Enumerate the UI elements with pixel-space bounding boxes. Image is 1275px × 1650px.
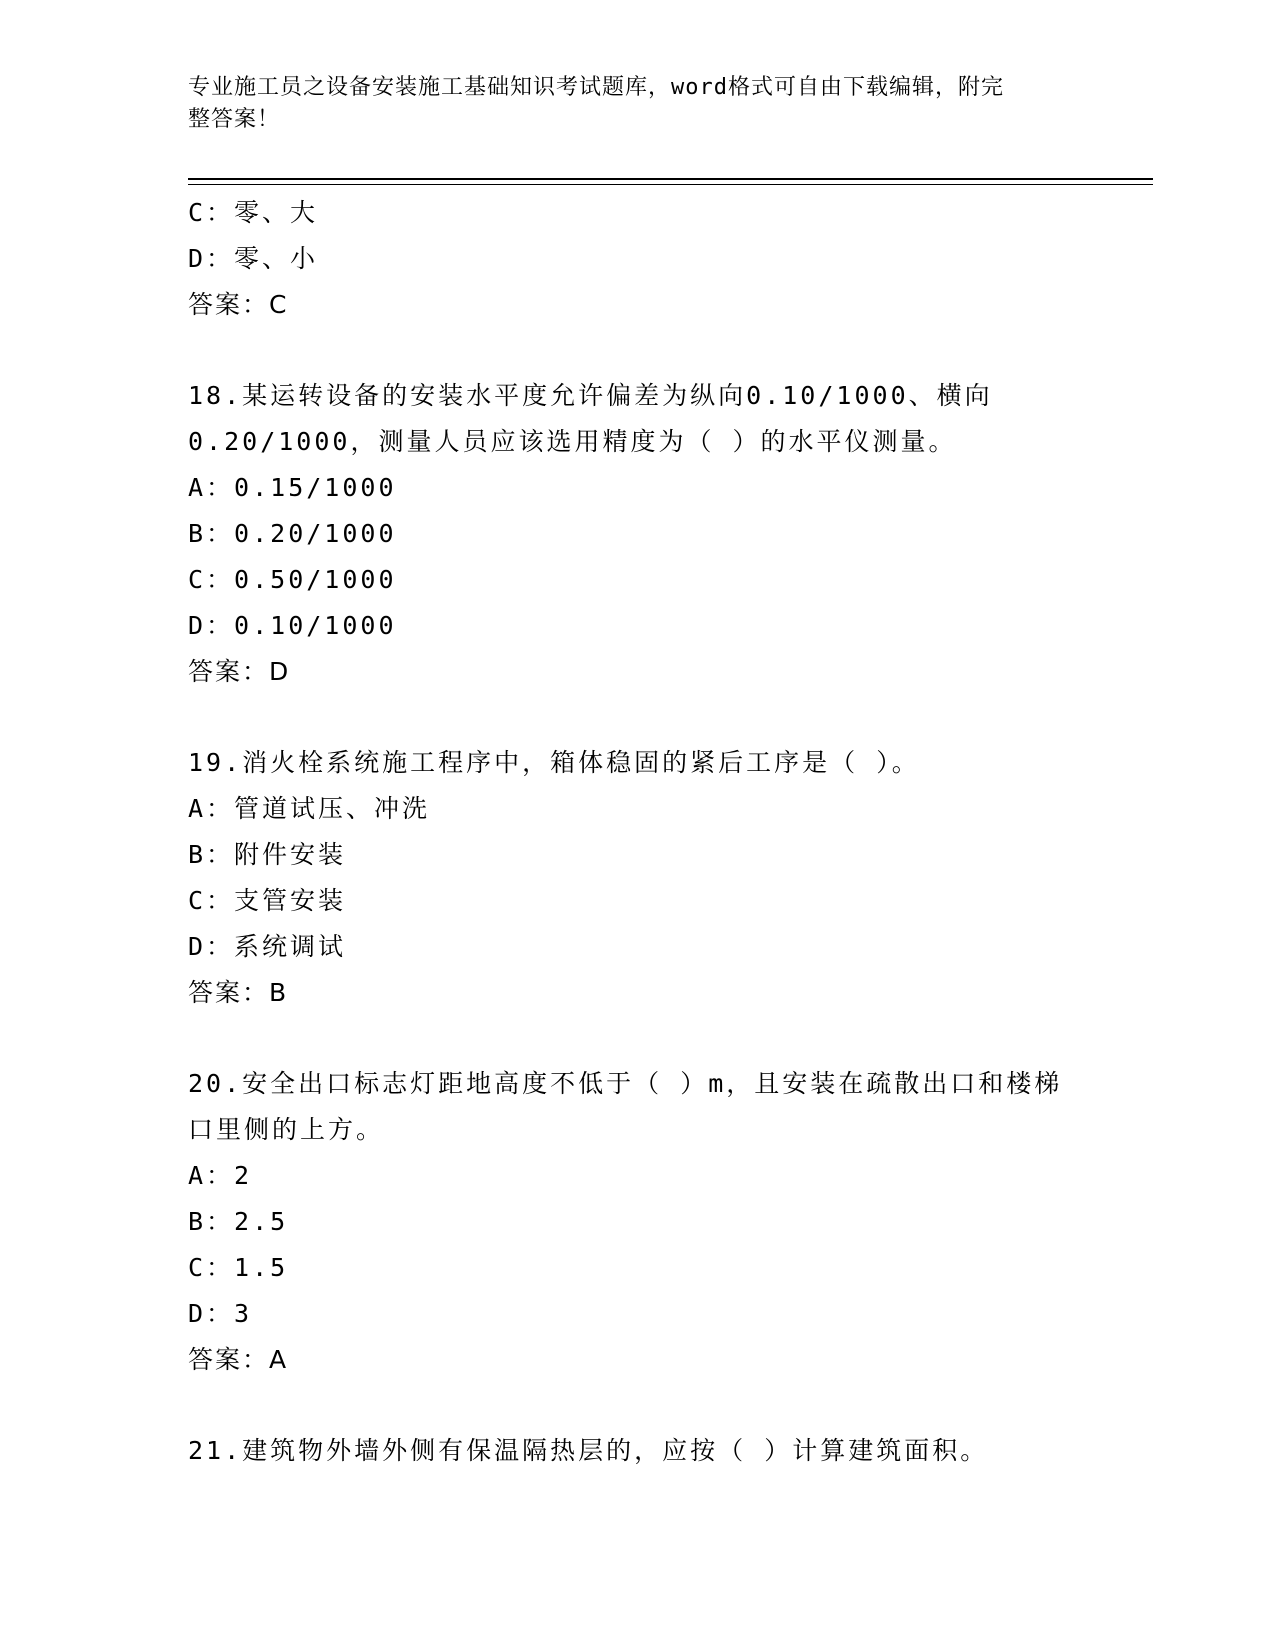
answer-line: 答案：C [188,290,289,319]
answer-line: 答案：A [188,1345,289,1374]
option-a: A：管道试压、冲洗 [188,794,431,823]
question-stem: 0.20/1000，测量人员应该选用精度为（ ）的水平仪测量。 [188,427,957,456]
option-d: D：系统调试 [188,932,347,961]
option-d: D：0.10/1000 [188,611,397,640]
option-c: C：1.5 [188,1253,289,1282]
option-b: B：2.5 [188,1207,289,1236]
header-divider-thin [188,184,1153,185]
question-19 [188,740,1088,1016]
header-divider-thick [188,178,1153,180]
option-d: D：零、小 [188,244,319,273]
question-21 [188,1428,1088,1474]
option-a: A：0.15/1000 [188,473,397,502]
question-18 [188,373,1088,695]
option-b: B：附件安装 [188,840,347,869]
option-c: C：零、大 [188,198,319,227]
header-line-1: 专业施工员之设备安装施工基础知识考试题库，word格式可自由下载编辑，附完 [188,75,1004,100]
header-line-2: 整答案！ [188,107,281,132]
option-c: C：0.50/1000 [188,565,397,594]
question-stem: 19.消火栓系统施工程序中，箱体稳固的紧后工序是（ ）。 [188,748,920,777]
question-list [188,190,1088,1474]
option-a: A：2 [188,1161,253,1190]
question-stem: 20.安全出口标志灯距地高度不低于（ ）m，且安装在疏散出口和楼梯 [188,1069,1063,1098]
document-header [188,72,1068,136]
question-20 [188,1061,1088,1383]
option-d: D：3 [188,1299,253,1328]
answer-line: 答案：D [188,657,291,686]
question-stem: 18.某运转设备的安装水平度允许偏差为纵向0.10/1000、横向 [188,381,993,410]
option-b: B：0.20/1000 [188,519,397,548]
question-stem: 口里侧的上方。 [188,1115,385,1144]
option-c: C：支管安装 [188,886,347,915]
answer-line: 答案：B [188,978,289,1007]
question-stem: 21.建筑物外墙外侧有保温隔热层的，应按（ ）计算建筑面积。 [188,1436,989,1465]
